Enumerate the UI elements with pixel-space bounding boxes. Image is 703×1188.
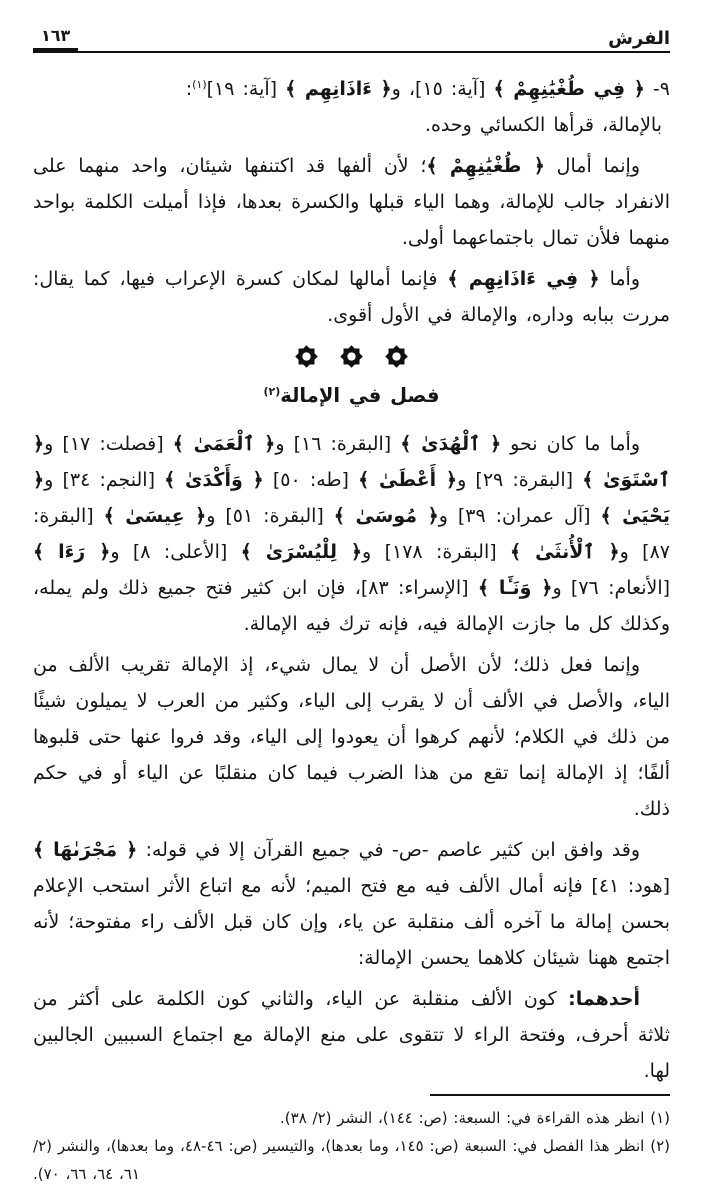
footnote-2: (٢) انظر هذا الفصل في: السبعة (ص: ١٤٥، وما بعدها)، والتيسير (ص: ٤٦-٤٨، وما بعدها)، والنشر (٢/ ٦١، ٦٤، ٦٦، ٧٠). xyxy=(33,1136,670,1183)
paragraph-adhanihim: وأما ﴿ فِي ءَاذَانِهِم ﴾ فإنما أمالها لمكان كسرة الإعراب فيها، كما يقال: مررت ببابه وداره، والإمالة في الأول أقوى. xyxy=(33,267,670,326)
running-header xyxy=(33,26,670,53)
ornament-divider xyxy=(33,343,670,370)
eight-petal-rosette-icon xyxy=(293,343,320,370)
paragraph-imalah-examples: وأما ما كان نحو ﴿ ٱلْهُدَىٰ ﴾ [البقرة: ١٦] و﴿ ٱلْعَمَىٰ ﴾ [فصلت: ١٧] و﴿ ٱسْتَوَىٰ ﴾ [البقرة: ٢٩] و﴿ أَعْطَىٰ ﴾ [طه: ٥٠] ﴿ وَأَكْدَىٰ ﴾ [النجم: ٣٤] و﴿ يَحْيَىٰ ﴾ [آل عمران: ٣٩] و﴿ مُوسَىٰ ﴾ [البقرة: ٥١] و﴿ عِيسَىٰ ﴾ [البقرة: ٨٧] و﴿ ٱلْأُنثَىٰ ﴾ [البقرة: ١٧٨] و﴿ لِلْيُسْرَىٰ ﴾ [الأعلى: ٨] و﴿ رَءَا ﴾ [الأنعام: ٧٦] و﴿ وَنَـَٔا ﴾ [الإسراء: ٨٣]، فإن ابن كثير فتح جميع ذلك ولم يمله، وكذلك كل ما جازت الإمالة فيه، فإنه ترك فيه الإمالة. xyxy=(33,432,671,635)
paragraph-lead: أحدهما: xyxy=(568,987,640,1010)
item-9-colon: : xyxy=(185,77,193,100)
paragraph-imalah-reason: وإنما فعل ذلك؛ لأن الأصل أن لا يمال شيء، إذ الإمالة تقريب الألف من الياء، والأصل في الألف أن لا يقرب إلى الياء، وكثير من العرب لا يميلون شيئًا من ذلك في الكلام؛ لأنهم كرهوا أن يعودوا إلى الياء، وقد فروا عنها حتى قلبوها ألفًا؛ إذ الإمالة إنما تقع من هذا الضرب فيما كان منقلبًا عن الياء أو في حكم ذلك. xyxy=(33,653,670,820)
footnote-1: (١) انظر هذه القراءة في: السبعة: (ص: ١٤٤)، النشر (٢/ ٣٨). xyxy=(280,1108,670,1127)
footnote-ref-1: (١) xyxy=(192,77,207,91)
footnote-ref-2: (٢) xyxy=(263,384,281,398)
numbered-item-9 xyxy=(33,67,670,143)
footnote-separator xyxy=(430,1094,670,1096)
main-text xyxy=(33,67,670,1094)
item-9-line2: بالإمالة، قرأها الكسائي وحده. xyxy=(424,113,662,136)
item-9-line1: ٩- ﴿ فِي طُغْيَٰنِهِمْ ﴾ [آية: ١٥]، و﴿ ءَاذَانِهِم ﴾ [آية: ١٩] xyxy=(206,77,670,100)
running-head-title: الفرش xyxy=(608,27,670,49)
paragraph-two-reasons xyxy=(33,981,670,1089)
eight-petal-rosette-icon xyxy=(383,343,410,370)
paragraph-majraha: وقد وافق ابن كثير عاصم -ص- في جميع القرآن إلا في قوله: ﴿ مَجْرَىٰهَا ﴾ [هود: ٤١] فإنه أمال الألف فيه مع فتح الميم؛ لأنه مع اتباع الأثر استحب الإعلام بحسن إمالة ما آخره ألف منقلبة عن ياء، وإن كان قبل الألف راء مفتوحة؛ لأنه اجتمع ههنا شيئان كلاهما يحسن الإمالة: xyxy=(33,838,670,969)
page-number: ١٦٣ xyxy=(33,26,78,51)
chapter-heading xyxy=(33,374,670,414)
chapter-title: فصل في الإمالة xyxy=(280,383,440,407)
paragraph-rest: كون الألف منقلبة عن الياء، والثاني كون الكلمة على أكثر من ثلاثة أحرف، وفتحة الراء لا تتقوى على منع الإمالة مع اجتماع السببين الجالبين لها. xyxy=(33,987,670,1082)
footnotes-area xyxy=(33,1094,670,1188)
eight-petal-rosette-icon xyxy=(338,343,365,370)
paragraph-tughyan: وإنما أمال ﴿ طُغْيَٰنِهِمْ ﴾؛ لأن ألفها قد اكتنفها شيئان، واحد منهما على الانفراد جالب للإمالة، وهما الياء قبلها والكسرة بعدها، فإذا أميلت الكلمة بواحد منهما فلأن تمال باجتماعهما أولى. xyxy=(33,154,670,249)
